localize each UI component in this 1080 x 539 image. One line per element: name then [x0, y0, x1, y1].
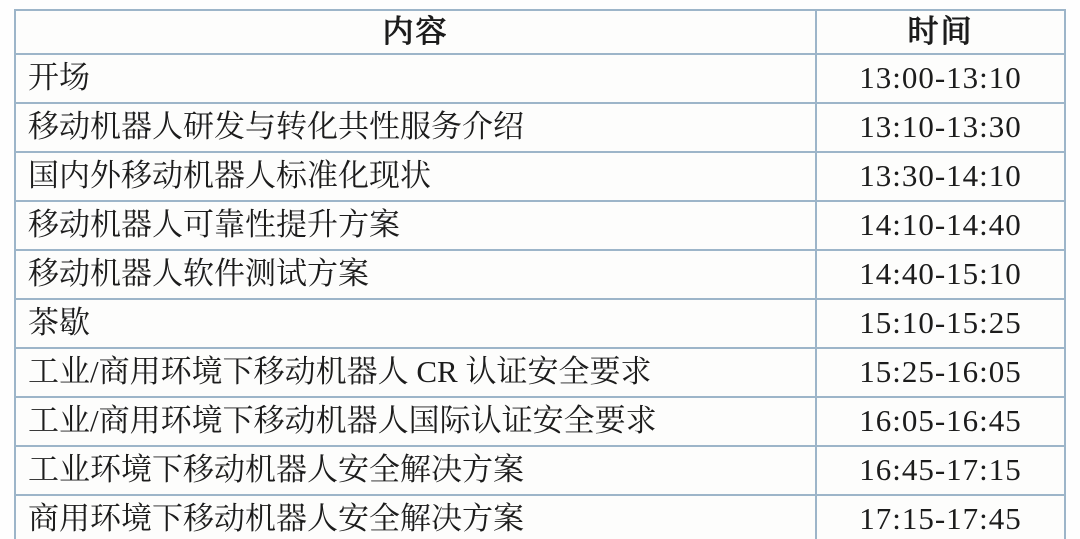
table-row — [15, 397, 1065, 446]
header-cell-time: 时间 — [816, 10, 1065, 54]
header-cell-content: 内容 — [15, 10, 816, 54]
content-cell: 开场 — [15, 54, 816, 103]
table-row — [15, 250, 1065, 299]
time-cell: 14:40-15:10 — [816, 250, 1065, 299]
table-row — [15, 201, 1065, 250]
time-cell: 16:45-17:15 — [816, 446, 1065, 495]
content-cell: 移动机器人软件测试方案 — [15, 250, 816, 299]
time-cell: 17:15-17:45 — [816, 495, 1065, 539]
table-row — [15, 299, 1065, 348]
content-cell: 移动机器人可靠性提升方案 — [15, 201, 816, 250]
table-row — [15, 495, 1065, 539]
content-cell: 商用环境下移动机器人安全解决方案 — [15, 495, 816, 539]
table-row — [15, 54, 1065, 103]
time-cell: 16:05-16:45 — [816, 397, 1065, 446]
time-cell: 13:10-13:30 — [816, 103, 1065, 152]
content-cell: 工业/商用环境下移动机器人国际认证安全要求 — [15, 397, 816, 446]
schedule-table-body — [15, 54, 1065, 539]
schedule-table-header — [15, 10, 1065, 54]
header-row — [15, 10, 1065, 54]
content-cell: 茶歇 — [15, 299, 816, 348]
time-cell: 14:10-14:40 — [816, 201, 1065, 250]
time-cell: 15:10-15:25 — [816, 299, 1065, 348]
schedule-table — [14, 9, 1066, 539]
table-row — [15, 348, 1065, 397]
content-cell: 国内外移动机器人标准化现状 — [15, 152, 816, 201]
time-cell: 13:00-13:10 — [816, 54, 1065, 103]
time-cell: 15:25-16:05 — [816, 348, 1065, 397]
table-row — [15, 103, 1065, 152]
table-row — [15, 446, 1065, 495]
content-cell: 工业环境下移动机器人安全解决方案 — [15, 446, 816, 495]
content-cell: 工业/商用环境下移动机器人 CR 认证安全要求 — [15, 348, 816, 397]
table-row — [15, 152, 1065, 201]
time-cell: 13:30-14:10 — [816, 152, 1065, 201]
content-cell: 移动机器人研发与转化共性服务介绍 — [15, 103, 816, 152]
